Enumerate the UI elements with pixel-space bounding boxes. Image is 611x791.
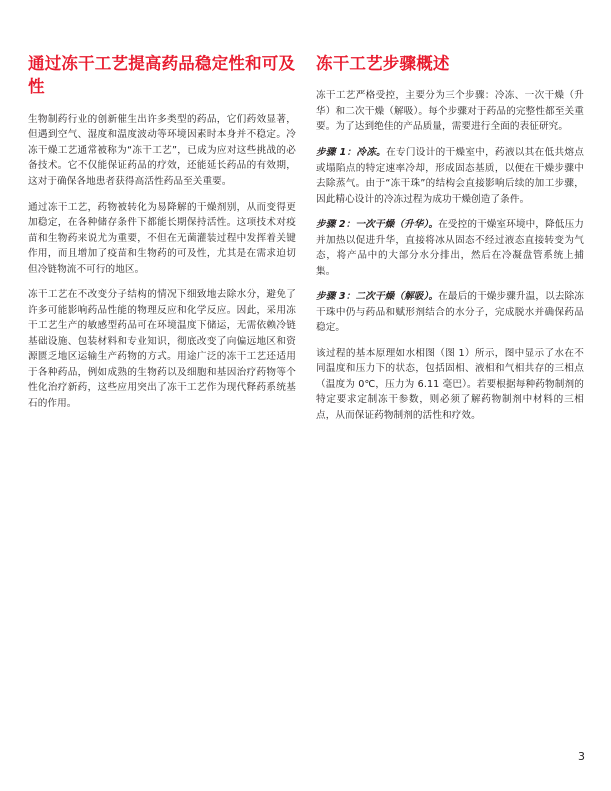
right-column — [316, 52, 584, 424]
paragraph — [316, 346, 584, 424]
right-column-heading: 冻干工艺步骤概述 — [316, 54, 450, 73]
step-label: 步骤 2：一次干燥（升华）。 — [316, 219, 439, 231]
paragraph — [316, 289, 584, 336]
left-column-heading: 通过冻干工艺提高药品稳定性和可及性 — [28, 54, 296, 97]
paragraph: 通过冻干工艺，药物被转化为易降解的干燥剂别，从而变得更加稳定，在各种储存条件下都能长期保持活性。这项技术对疫苗和生物药来说尤为重要，不但在无菌灌装过程中发挥着关键作用，而且增加了疫苗和生物药的可及性，尤其是在需求迫切但冷链物流不可行的地区。 — [28, 201, 296, 275]
page-number: 3 — [578, 750, 585, 763]
paragraph-text: 在专门设计的干燥室中，药液以其在低共熔点或塌陷点的特定速率冷却，形成固态基质，以便在干燥步骤中去除蒸气。由于“冻干珠”的结构会直接影响后续的加工步骤，因此精心设计的冷冻过程为成功干燥创造了条件。 — [316, 147, 584, 205]
step-label: 步骤 3：二次干燥（解吸）。 — [316, 291, 439, 303]
paragraph — [316, 217, 584, 279]
paragraph-text: 冻干工艺严格受控，主要分为三个步骤：冷冻、一次干燥（升华）和二次干燥（解吸）。每个步骤对于药品的完整性都至关重要。为了达到绝佳的产品质量，需要进行全面的表征研究。 — [316, 90, 584, 133]
page-content — [28, 52, 584, 424]
paragraph-text: 在受控的干燥室环境中，降低压力并加热以促进升华，直接将冰从固态不经过液态直接转变为气态，将产品中的大部分水分排出，然后在冷凝盘管系统上捕集。 — [316, 219, 584, 277]
paragraph-text: 该过程的基本原理如水相图（图 1）所示，图中显示了水在不同温度和压力下的状态，包括固相、液相和气相共存的三相点（温度为 0℃，压力为 6.11 毫巴）。若要根据每种药物制剂的特定要求定制冻干参数，则必须了解药物制剂中材料的三相点，从而保证药物制剂的活性和疗效。 — [316, 347, 584, 421]
left-column — [28, 52, 296, 424]
page-left-margin — [0, 0, 8, 791]
paragraph — [316, 88, 584, 135]
paragraph: 生物制药行业的创新催生出许多类型的药品，它们药效显著，但遇到空气、湿度和温度波动等环境因素时本身并不稳定。冷冻干燥工艺通常被称为“冻干工艺”，已成为应对这些挑战的必备技术。它不仅能保证药品的疗效，还能延长药品的有效期，这对于确保各地患者获得高活性药品至关重要。 — [28, 113, 296, 187]
paragraph-text: 在最后的干燥步骤升温，以去除冻干珠中仍与药品和赋形剂结合的水分子，完成脱水并确保药品稳定。 — [316, 291, 584, 334]
step-label: 步骤 1：冷冻。 — [316, 147, 387, 159]
paragraph — [316, 145, 584, 207]
paragraph: 冻干工艺在不改变分子结构的情况下细致地去除水分，避免了许多可能影响药品性能的物理反应和化学反应。因此，采用冻干工艺生产的敏感型药品可在环境温度下储运，无需依赖冷链基础设施、包装材料和专业知识，彻底改变了向偏远地区和资源匮乏地区运输生产药物的方式。用途广泛的冻干工艺还适用于各种药品，例如成熟的生物药以及细胞和基因治疗药物等个性化治疗新药，这些应用突出了冻干工艺作为现代释药系统基石的作用。 — [28, 289, 296, 409]
